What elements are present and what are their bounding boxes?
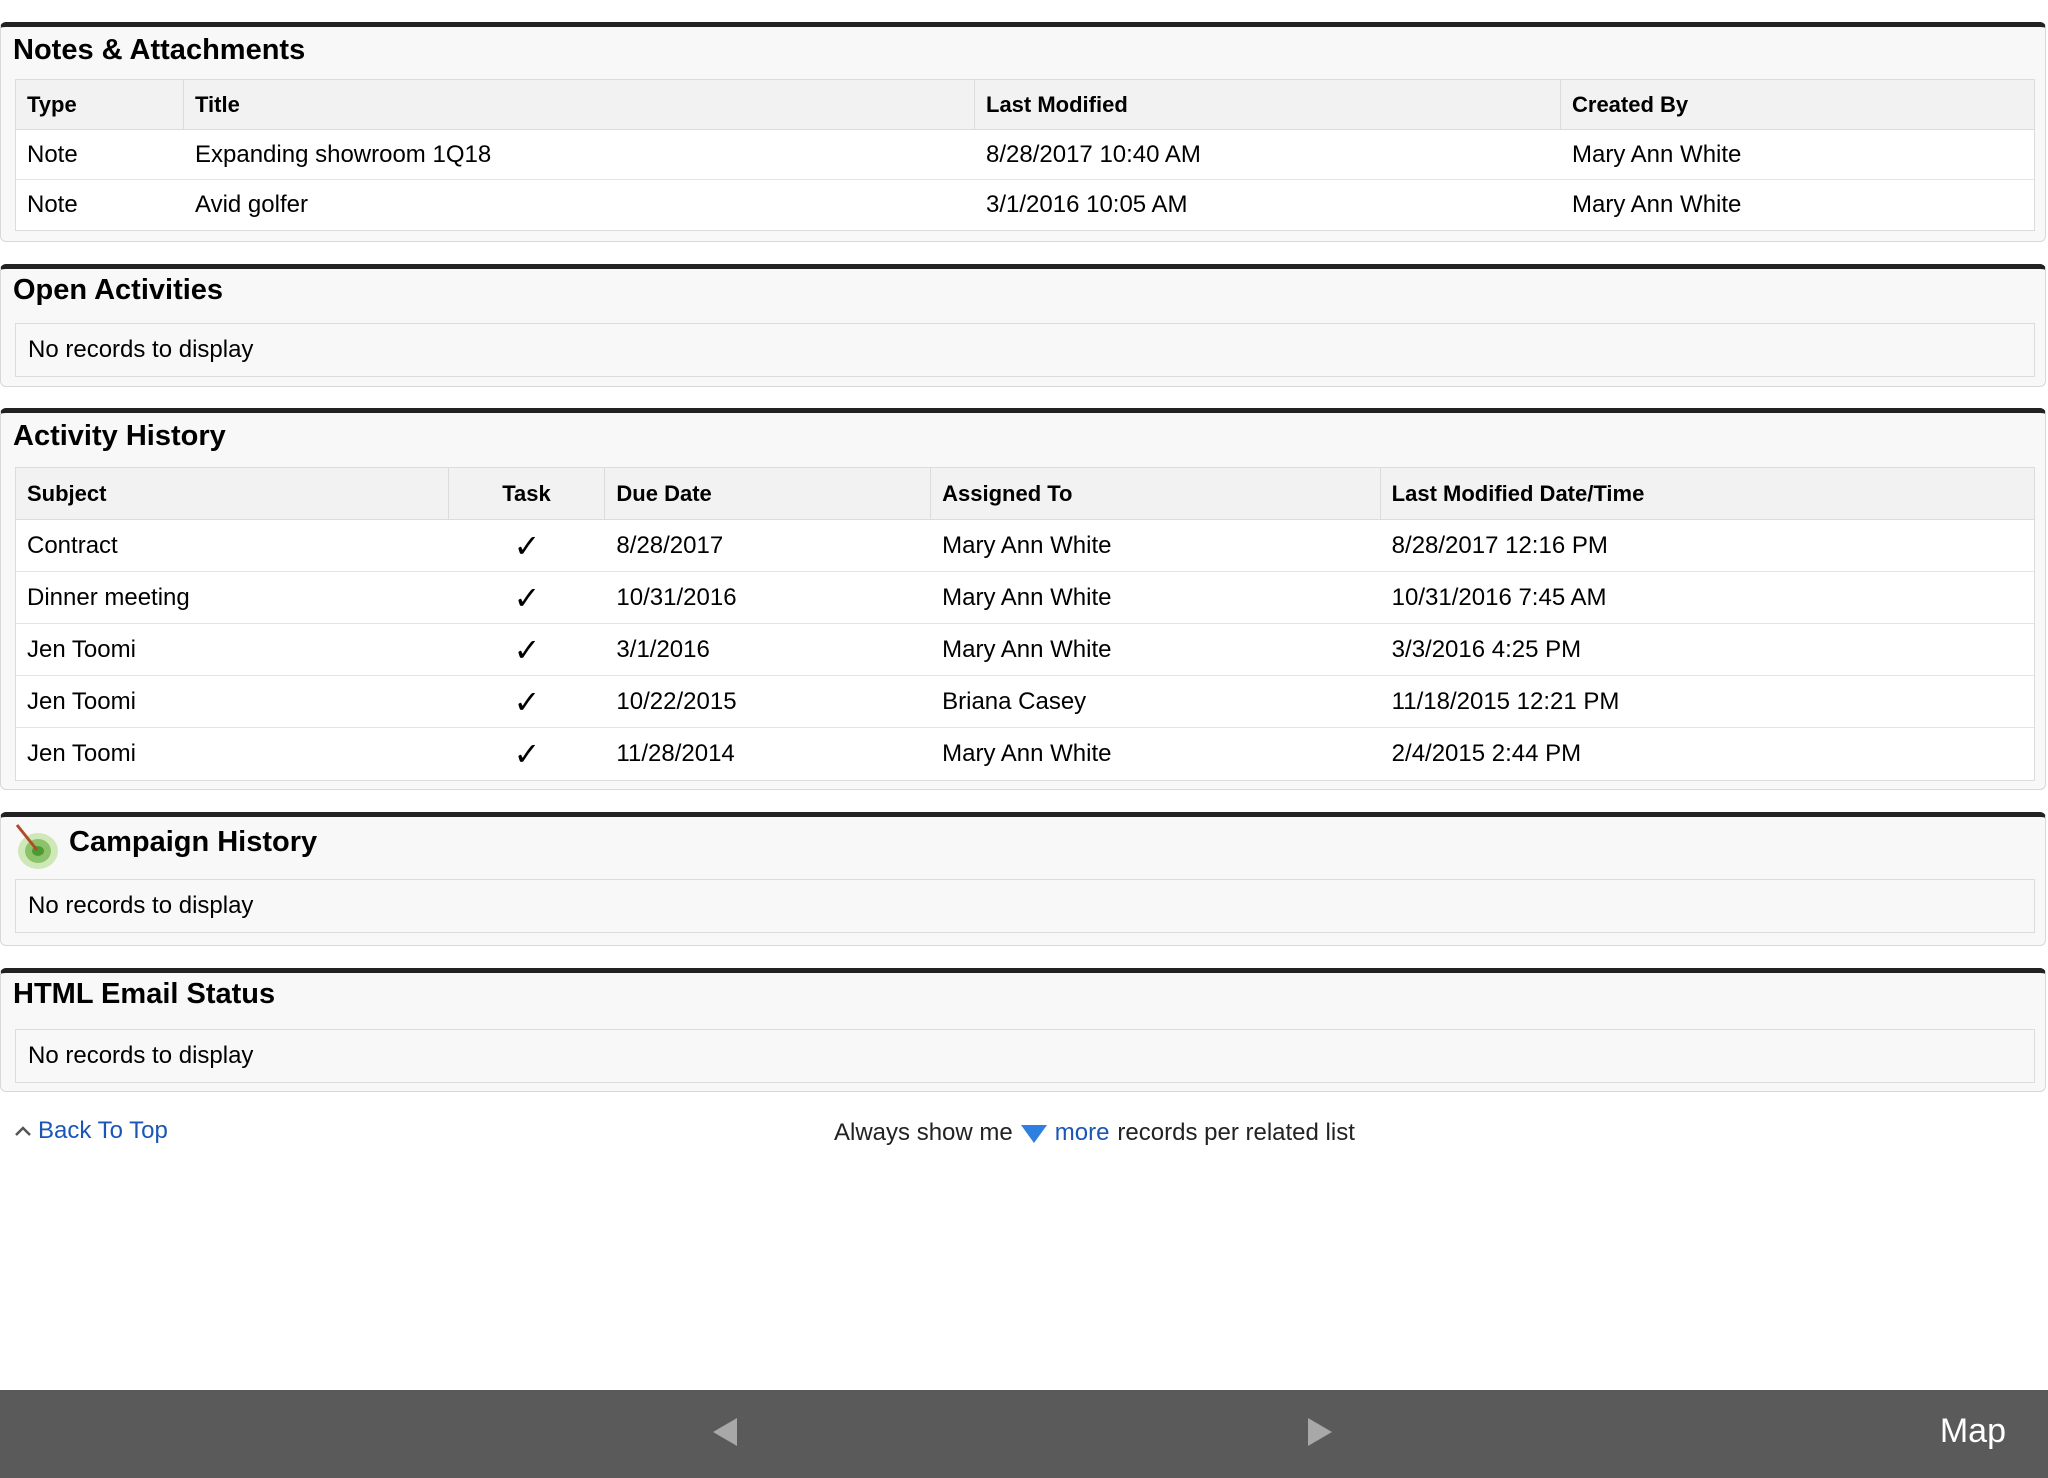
html-email-status-empty: No records to display xyxy=(15,1029,2035,1083)
note-created-by[interactable]: Mary Ann White xyxy=(1572,191,1742,218)
activity-due-date: 8/28/2017 xyxy=(616,531,724,559)
activity-subject-link[interactable]: Jen Toomi xyxy=(27,635,136,663)
note-type: Note xyxy=(27,191,78,218)
campaign-history-title: Campaign History xyxy=(69,826,318,858)
activity-assigned-to[interactable]: Mary Ann White xyxy=(942,635,1112,663)
column-header-created-by[interactable]: Created By xyxy=(1572,91,1689,117)
caret-down-icon[interactable] xyxy=(1021,1125,1047,1143)
notes-attachments-title: Notes & Attachments xyxy=(13,34,306,66)
activity-due-date: 3/1/2016 xyxy=(616,635,710,663)
column-header-last-modified-datetime[interactable]: Last Modified Date/Time xyxy=(1391,480,1645,506)
activity-history-title: Activity History xyxy=(13,420,226,452)
column-header-assigned-to[interactable]: Assigned To xyxy=(931,468,1381,519)
table-row[interactable] xyxy=(16,130,2034,180)
activity-last-modified: 3/3/2016 4:25 PM xyxy=(1391,635,1582,663)
table-row[interactable] xyxy=(16,572,2034,624)
notes-attachments-section xyxy=(0,22,2046,242)
column-header-type[interactable]: Type xyxy=(16,80,184,129)
next-arrow-icon[interactable] xyxy=(1308,1418,1332,1446)
activity-history-table xyxy=(15,467,2035,781)
task-check-icon: ✓ xyxy=(513,631,541,668)
previous-arrow-icon[interactable] xyxy=(713,1418,737,1446)
records-per-list-control xyxy=(834,1119,1355,1147)
column-header-task[interactable]: Task xyxy=(449,468,606,519)
html-email-status-title: HTML Email Status xyxy=(13,978,276,1010)
activity-subject-link[interactable]: Contract xyxy=(27,531,118,559)
html-email-status-section xyxy=(0,968,2046,1092)
activity-assigned-to[interactable]: Mary Ann White xyxy=(942,740,1112,767)
note-last-modified: 8/28/2017 10:40 AM xyxy=(986,140,1201,168)
activity-assigned-to[interactable]: Mary Ann White xyxy=(942,531,1112,559)
activity-history-section xyxy=(0,408,2046,790)
task-check-icon: ✓ xyxy=(513,527,541,564)
activity-assigned-to[interactable]: Briana Casey xyxy=(942,687,1087,715)
activity-subject-link[interactable]: Jen Toomi xyxy=(27,687,136,715)
activity-due-date: 10/31/2016 xyxy=(616,583,737,611)
open-activities-section xyxy=(0,264,2046,387)
table-row[interactable] xyxy=(16,180,2034,230)
column-header-last-modified[interactable]: Last Modified xyxy=(975,80,1561,129)
always-show-suffix: records per related list xyxy=(1117,1119,1355,1146)
related-list-footer xyxy=(0,1115,2048,1155)
note-title-link[interactable]: Avid golfer xyxy=(195,191,308,218)
note-created-by[interactable]: Mary Ann White xyxy=(1572,140,1742,168)
open-activities-title: Open Activities xyxy=(13,274,224,306)
note-last-modified: 3/1/2016 10:05 AM xyxy=(986,191,1188,218)
task-check-icon: ✓ xyxy=(513,579,541,616)
column-header-subject[interactable]: Subject xyxy=(16,468,449,519)
task-check-icon: ✓ xyxy=(513,736,541,772)
activity-due-date: 10/22/2015 xyxy=(616,687,737,715)
column-header-due-date[interactable]: Due Date xyxy=(605,468,931,519)
column-header-title[interactable]: Title xyxy=(184,80,975,129)
back-to-top-label[interactable]: Back To Top xyxy=(38,1117,168,1144)
activity-subject-link[interactable]: Dinner meeting xyxy=(27,583,190,611)
activity-last-modified: 10/31/2016 7:45 AM xyxy=(1391,583,1607,611)
map-button[interactable]: Map xyxy=(1939,1412,2006,1450)
activity-subject-link[interactable]: Jen Toomi xyxy=(27,740,136,767)
always-show-prefix: Always show me xyxy=(834,1119,1013,1146)
campaign-history-section xyxy=(0,812,2046,946)
activity-due-date: 11/28/2014 xyxy=(616,740,735,767)
target-icon xyxy=(11,821,63,873)
activity-last-modified: 2/4/2015 2:44 PM xyxy=(1391,740,1582,767)
notes-table xyxy=(15,79,2035,231)
open-activities-empty: No records to display xyxy=(15,323,2035,377)
table-row[interactable] xyxy=(16,520,2034,572)
table-row[interactable] xyxy=(16,624,2034,676)
notes-table-header xyxy=(16,80,2034,130)
activity-last-modified: 11/18/2015 12:21 PM xyxy=(1391,687,1620,715)
table-row[interactable] xyxy=(16,728,2034,780)
note-title-link[interactable]: Expanding showroom 1Q18 xyxy=(195,140,492,168)
campaign-history-empty: No records to display xyxy=(15,879,2035,933)
chevron-up-icon xyxy=(14,1124,32,1138)
more-records-link[interactable]: more xyxy=(1054,1119,1110,1146)
activity-history-header xyxy=(16,468,2034,520)
activity-last-modified: 8/28/2017 12:16 PM xyxy=(1391,531,1608,559)
note-type: Note xyxy=(27,140,78,168)
table-row[interactable] xyxy=(16,676,2034,728)
activity-assigned-to[interactable]: Mary Ann White xyxy=(942,583,1112,611)
bottom-navigation-bar xyxy=(0,1390,2048,1478)
back-to-top-link[interactable] xyxy=(14,1117,168,1145)
task-check-icon: ✓ xyxy=(513,683,541,720)
